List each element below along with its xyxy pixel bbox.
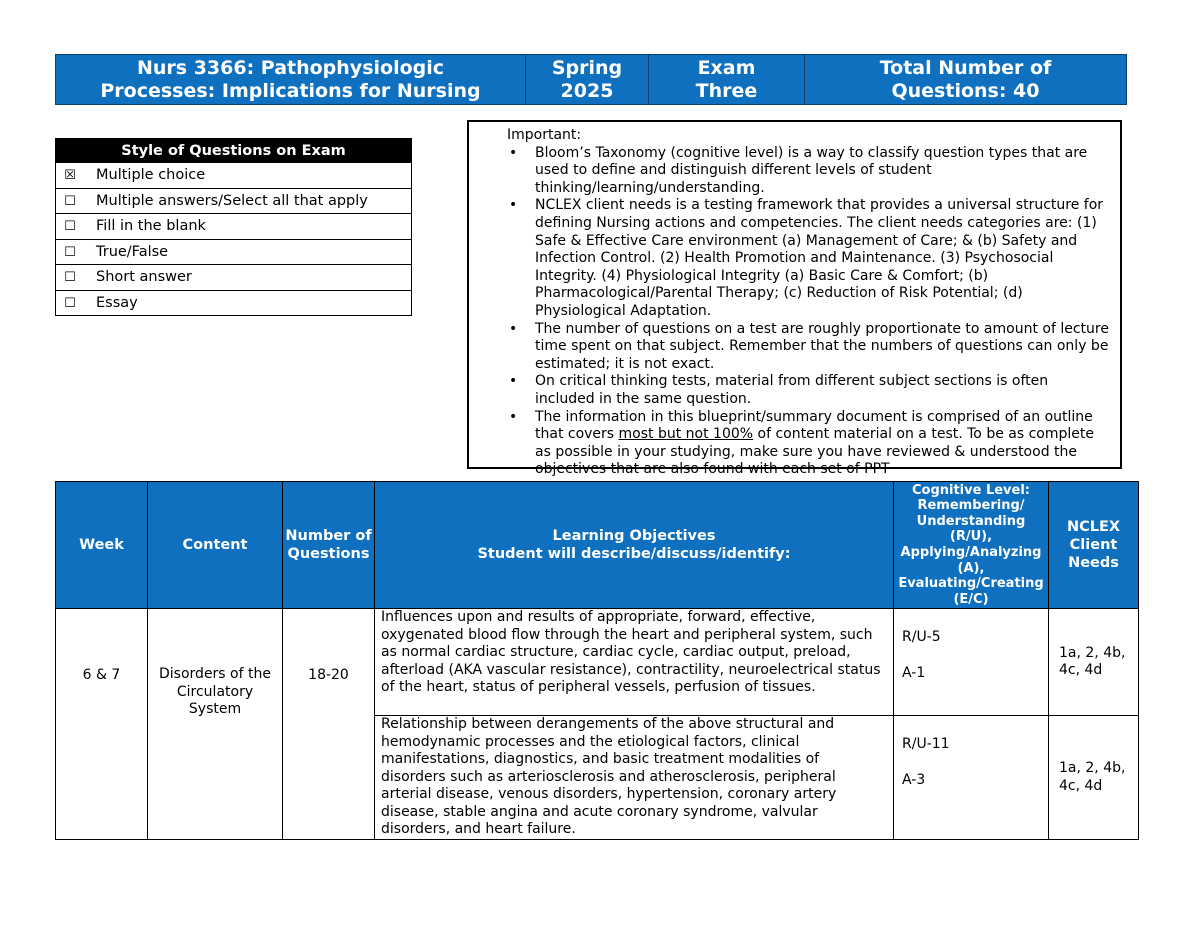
bullet-text: of content material on a test. To be as complete as possible in your studying, make sure you have reviewed & understood the objectives that are also found with each set of PPT — [535, 426, 1094, 478]
header-nclex: NCLEX Client Needs — [1049, 482, 1139, 609]
important-bullet: • Bloom’s Taxonomy (cognitive level) is a way to classify question types that are used to define and distinguish different levels of student thinking/learning/understanding. — [535, 145, 1110, 198]
cognitive-cell — [894, 716, 1049, 840]
exam-header — [55, 54, 1127, 105]
week-cell: 6 & 7 — [56, 609, 148, 840]
important-bullet: • NCLEX client needs is a testing framework that provides a universal structure for defining Nursing actions and competencies. The client needs categories are: (1) Safe & Effective Care environment (a) Management of Care; & (b) Safety and Infection Control. (2) Health Promotion and Maintenance. (3) Psychosocial Integrity. (4) Physiological Integrity (a) Basic Care & Comfort; (b) Pharmacological/Parental Therapy; (c) Reduction of Risk Potential; (d) Physiological Adaptation. — [535, 197, 1110, 320]
header-objectives — [375, 482, 894, 609]
important-list — [507, 145, 1110, 479]
exam-number: Exam Three — [649, 55, 805, 105]
question-style-label: Essay — [96, 294, 138, 311]
objectives-subtitle: Student will describe/discuss/identify: — [477, 546, 791, 562]
nclex-cell: 1a, 2, 4b, 4c, 4d — [1049, 716, 1139, 840]
checkbox-icon: ☐ — [64, 219, 76, 235]
cognitive-value: R/U-11 — [902, 736, 950, 752]
cognitive-value: A-1 — [902, 664, 926, 681]
objective-cell: Relationship between derangements of the above structural and hemodynamic processes and the etiological factors, clinical manifestations, diagnostics, and basic treatment modalities of disorders such as arteriosclerosis and atherosclerosis, peripheral arterial disease, venous disorders, hypertension, coronary artery disease, stable angina and acute coronary syndrome, valvular disorders, and heart failure. — [375, 716, 894, 840]
table-row — [56, 609, 1139, 716]
header-number: Number of Questions — [283, 482, 375, 609]
underlined-text: most but not 100% — [618, 426, 754, 443]
header-week: Week — [56, 482, 148, 609]
important-bullet — [535, 409, 1110, 479]
nclex-cell: 1a, 2, 4b, 4c, 4d — [1049, 609, 1139, 716]
important-bullet: • On critical thinking tests, material from different subject sections is often included in the same question. — [535, 373, 1110, 408]
question-style-label: True/False — [96, 243, 169, 260]
header-cognitive-level: Cognitive Level: Remembering/ Understanding (R/U), Applying/Analyzing (A), Evaluating/Creating (E/C) — [894, 482, 1049, 609]
checked-box-icon: ☒ — [64, 168, 76, 184]
question-style-label: Fill in the blank — [96, 218, 206, 235]
blueprint-table — [55, 481, 1139, 840]
cognitive-cell — [894, 609, 1049, 716]
content-cell: Disorders of the Circulatory System — [148, 609, 283, 840]
question-style-row — [56, 239, 412, 265]
objectives-title: Learning Objectives — [552, 528, 716, 544]
course-title: Nurs 3366: Pathophysiologic Processes: Implications for Nursing — [56, 55, 526, 105]
cognitive-value: R/U-5 — [902, 629, 941, 645]
checkbox-icon: ☐ — [64, 270, 76, 286]
question-style-row — [56, 265, 412, 291]
question-style-label: Multiple answers/Select all that apply — [96, 192, 368, 209]
important-heading: Important: — [507, 127, 582, 143]
question-style-title: Style of Questions on Exam — [56, 139, 412, 163]
important-notes-box — [467, 120, 1122, 478]
total-questions: Total Number of Questions: 40 — [805, 55, 1127, 105]
checkbox-icon: ☐ — [64, 295, 76, 311]
question-style-label: Multiple choice — [96, 167, 206, 184]
question-style-row — [56, 163, 412, 189]
question-style-row — [56, 214, 412, 240]
table-header-row — [56, 482, 1139, 609]
header-content: Content — [148, 482, 283, 609]
bullet-text: The information in this blueprint/summary document is comprised of an outline that covers — [535, 408, 1093, 443]
term: Spring 2025 — [526, 55, 649, 105]
number-cell: 18-20 — [283, 609, 375, 840]
checkbox-icon: ☐ — [64, 193, 76, 209]
question-style-table — [55, 138, 412, 316]
important-bullet: • The number of questions on a test are roughly proportionate to amount of lecture time spent on that subject. Remember that the numbers of questions can only be estimated; it is not exact. — [535, 321, 1110, 374]
checkbox-icon: ☐ — [64, 244, 76, 260]
question-style-row — [56, 188, 412, 214]
objective-cell: Influences upon and results of appropriate, forward, effective, oxygenated blood flow through the heart and peripheral system, such as normal cardiac structure, cardiac cycle, cardiac output, preload, afterload (AKA vascular resistance), contractility, neuroelectrical status of the heart, status of peripheral vessels, perfusion of tissues. — [375, 609, 894, 716]
question-style-row — [56, 290, 412, 316]
question-style-label: Short answer — [96, 269, 192, 286]
cognitive-value: A-3 — [902, 771, 926, 788]
